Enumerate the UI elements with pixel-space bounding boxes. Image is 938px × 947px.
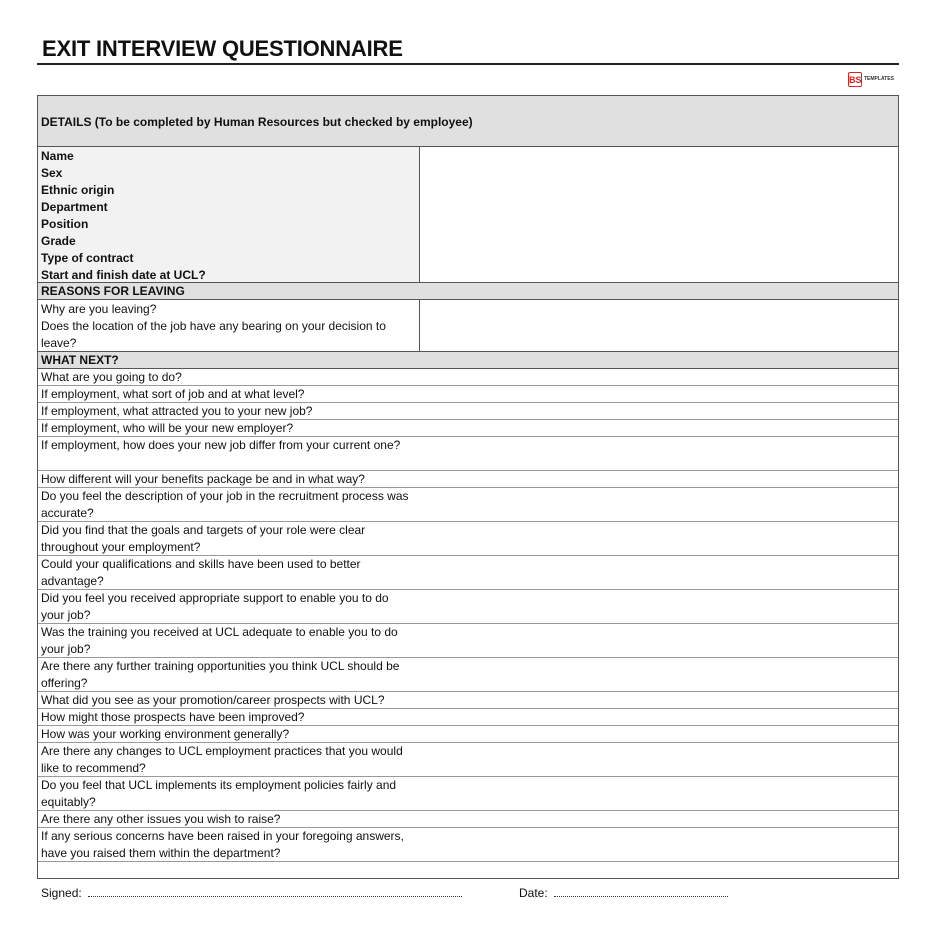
questionnaire-form — [37, 95, 899, 879]
date-field[interactable] — [554, 886, 728, 897]
question-row[interactable] — [38, 726, 898, 743]
logo-mark: BS — [848, 72, 862, 87]
field-label-start-finish-date: Start and finish date at UCL? — [41, 268, 206, 282]
question-row[interactable] — [38, 403, 898, 420]
reasons-section-header — [38, 283, 898, 300]
question-text: What are you going to do? — [41, 370, 182, 384]
question-row[interactable] — [38, 488, 898, 522]
question-text: Was the training you received at UCL adequate to enable you to do your job? — [41, 625, 398, 656]
question-text: Are there any further training opportunities you think UCL should be offering? — [41, 659, 400, 690]
question-text: Are there any other issues you wish to raise? — [41, 812, 281, 826]
question-text: If any serious concerns have been raised in your foregoing answers, have you raised them within the department? — [41, 829, 404, 860]
question-row[interactable] — [38, 624, 898, 658]
question-row[interactable] — [38, 386, 898, 403]
field-label-contract-type: Type of contract — [41, 251, 134, 265]
question-text: Did you find that the goals and targets of your role were clear throughout your employment? — [41, 523, 366, 554]
what-next-section-header — [38, 352, 898, 369]
question-text: Could your qualifications and skills have been used to better advantage? — [41, 557, 361, 588]
what-next-heading: WHAT NEXT? — [41, 353, 119, 367]
question-row[interactable] — [38, 590, 898, 624]
question-row[interactable] — [38, 420, 898, 437]
signed-line — [41, 886, 462, 900]
question-text: How was your working environment generally? — [41, 727, 290, 741]
title-underline — [37, 63, 899, 65]
details-heading: DETAILS (To be completed by Human Resources but checked by employee) — [41, 115, 473, 129]
question-text: If employment, who will be your new employer? — [41, 421, 294, 435]
field-label-department: Department — [41, 200, 108, 214]
reasons-line: Does the location of the job have any bearing on your decision to — [41, 319, 386, 333]
field-label-sex: Sex — [41, 166, 63, 180]
question-row[interactable] — [38, 522, 898, 556]
question-text: Do you feel that UCL implements its employment policies fairly and equitably? — [41, 778, 397, 809]
question-text: How different will your benefits package be and in what way? — [41, 472, 365, 486]
question-row[interactable] — [38, 471, 898, 488]
question-text: Are there any changes to UCL employment practices that you would like to recommend? — [41, 744, 403, 775]
reasons-questions — [38, 300, 420, 351]
question-row[interactable] — [38, 556, 898, 590]
question-text: If employment, how does your new job differ from your current one? — [41, 438, 401, 452]
logo-text: TEMPLATES — [864, 76, 894, 82]
details-section-header — [38, 96, 898, 147]
date-line — [519, 886, 728, 900]
details-labels — [38, 147, 420, 282]
question-row[interactable] — [38, 777, 898, 811]
reasons-answer-area[interactable] — [420, 300, 898, 351]
page-title: EXIT INTERVIEW QUESTIONNAIRE — [42, 36, 403, 61]
reasons-line: leave? — [41, 336, 77, 350]
question-row[interactable] — [38, 437, 898, 471]
question-row[interactable] — [38, 811, 898, 828]
reasons-line: Why are you leaving? — [41, 302, 157, 316]
question-row[interactable] — [38, 828, 898, 862]
reasons-block — [38, 300, 898, 352]
question-text: How might those prospects have been improved? — [41, 710, 305, 724]
question-text: If employment, what attracted you to your new job? — [41, 404, 313, 418]
date-label: Date: — [519, 886, 548, 900]
question-text: Do you feel the description of your job in the recruitment process was accurate? — [41, 489, 409, 520]
field-label-grade: Grade — [41, 234, 76, 248]
question-row[interactable] — [38, 692, 898, 709]
question-row[interactable] — [38, 709, 898, 726]
question-row[interactable] — [38, 658, 898, 692]
brand-logo — [848, 71, 894, 87]
details-answer-area[interactable] — [420, 147, 898, 282]
field-label-position: Position — [41, 217, 89, 231]
question-text: Did you feel you received appropriate support to enable you to do your job? — [41, 591, 389, 622]
reasons-heading: REASONS FOR LEAVING — [41, 284, 185, 298]
question-row[interactable] — [38, 743, 898, 777]
field-label-name: Name — [41, 149, 74, 163]
details-block — [38, 147, 898, 283]
question-row[interactable] — [38, 369, 898, 386]
what-next-questions — [38, 369, 898, 862]
signed-label: Signed: — [41, 886, 82, 900]
question-text: What did you see as your promotion/career prospects with UCL? — [41, 693, 385, 707]
signature-field[interactable] — [88, 886, 462, 897]
question-text: If employment, what sort of job and at what level? — [41, 387, 305, 401]
field-label-ethnic-origin: Ethnic origin — [41, 183, 115, 197]
